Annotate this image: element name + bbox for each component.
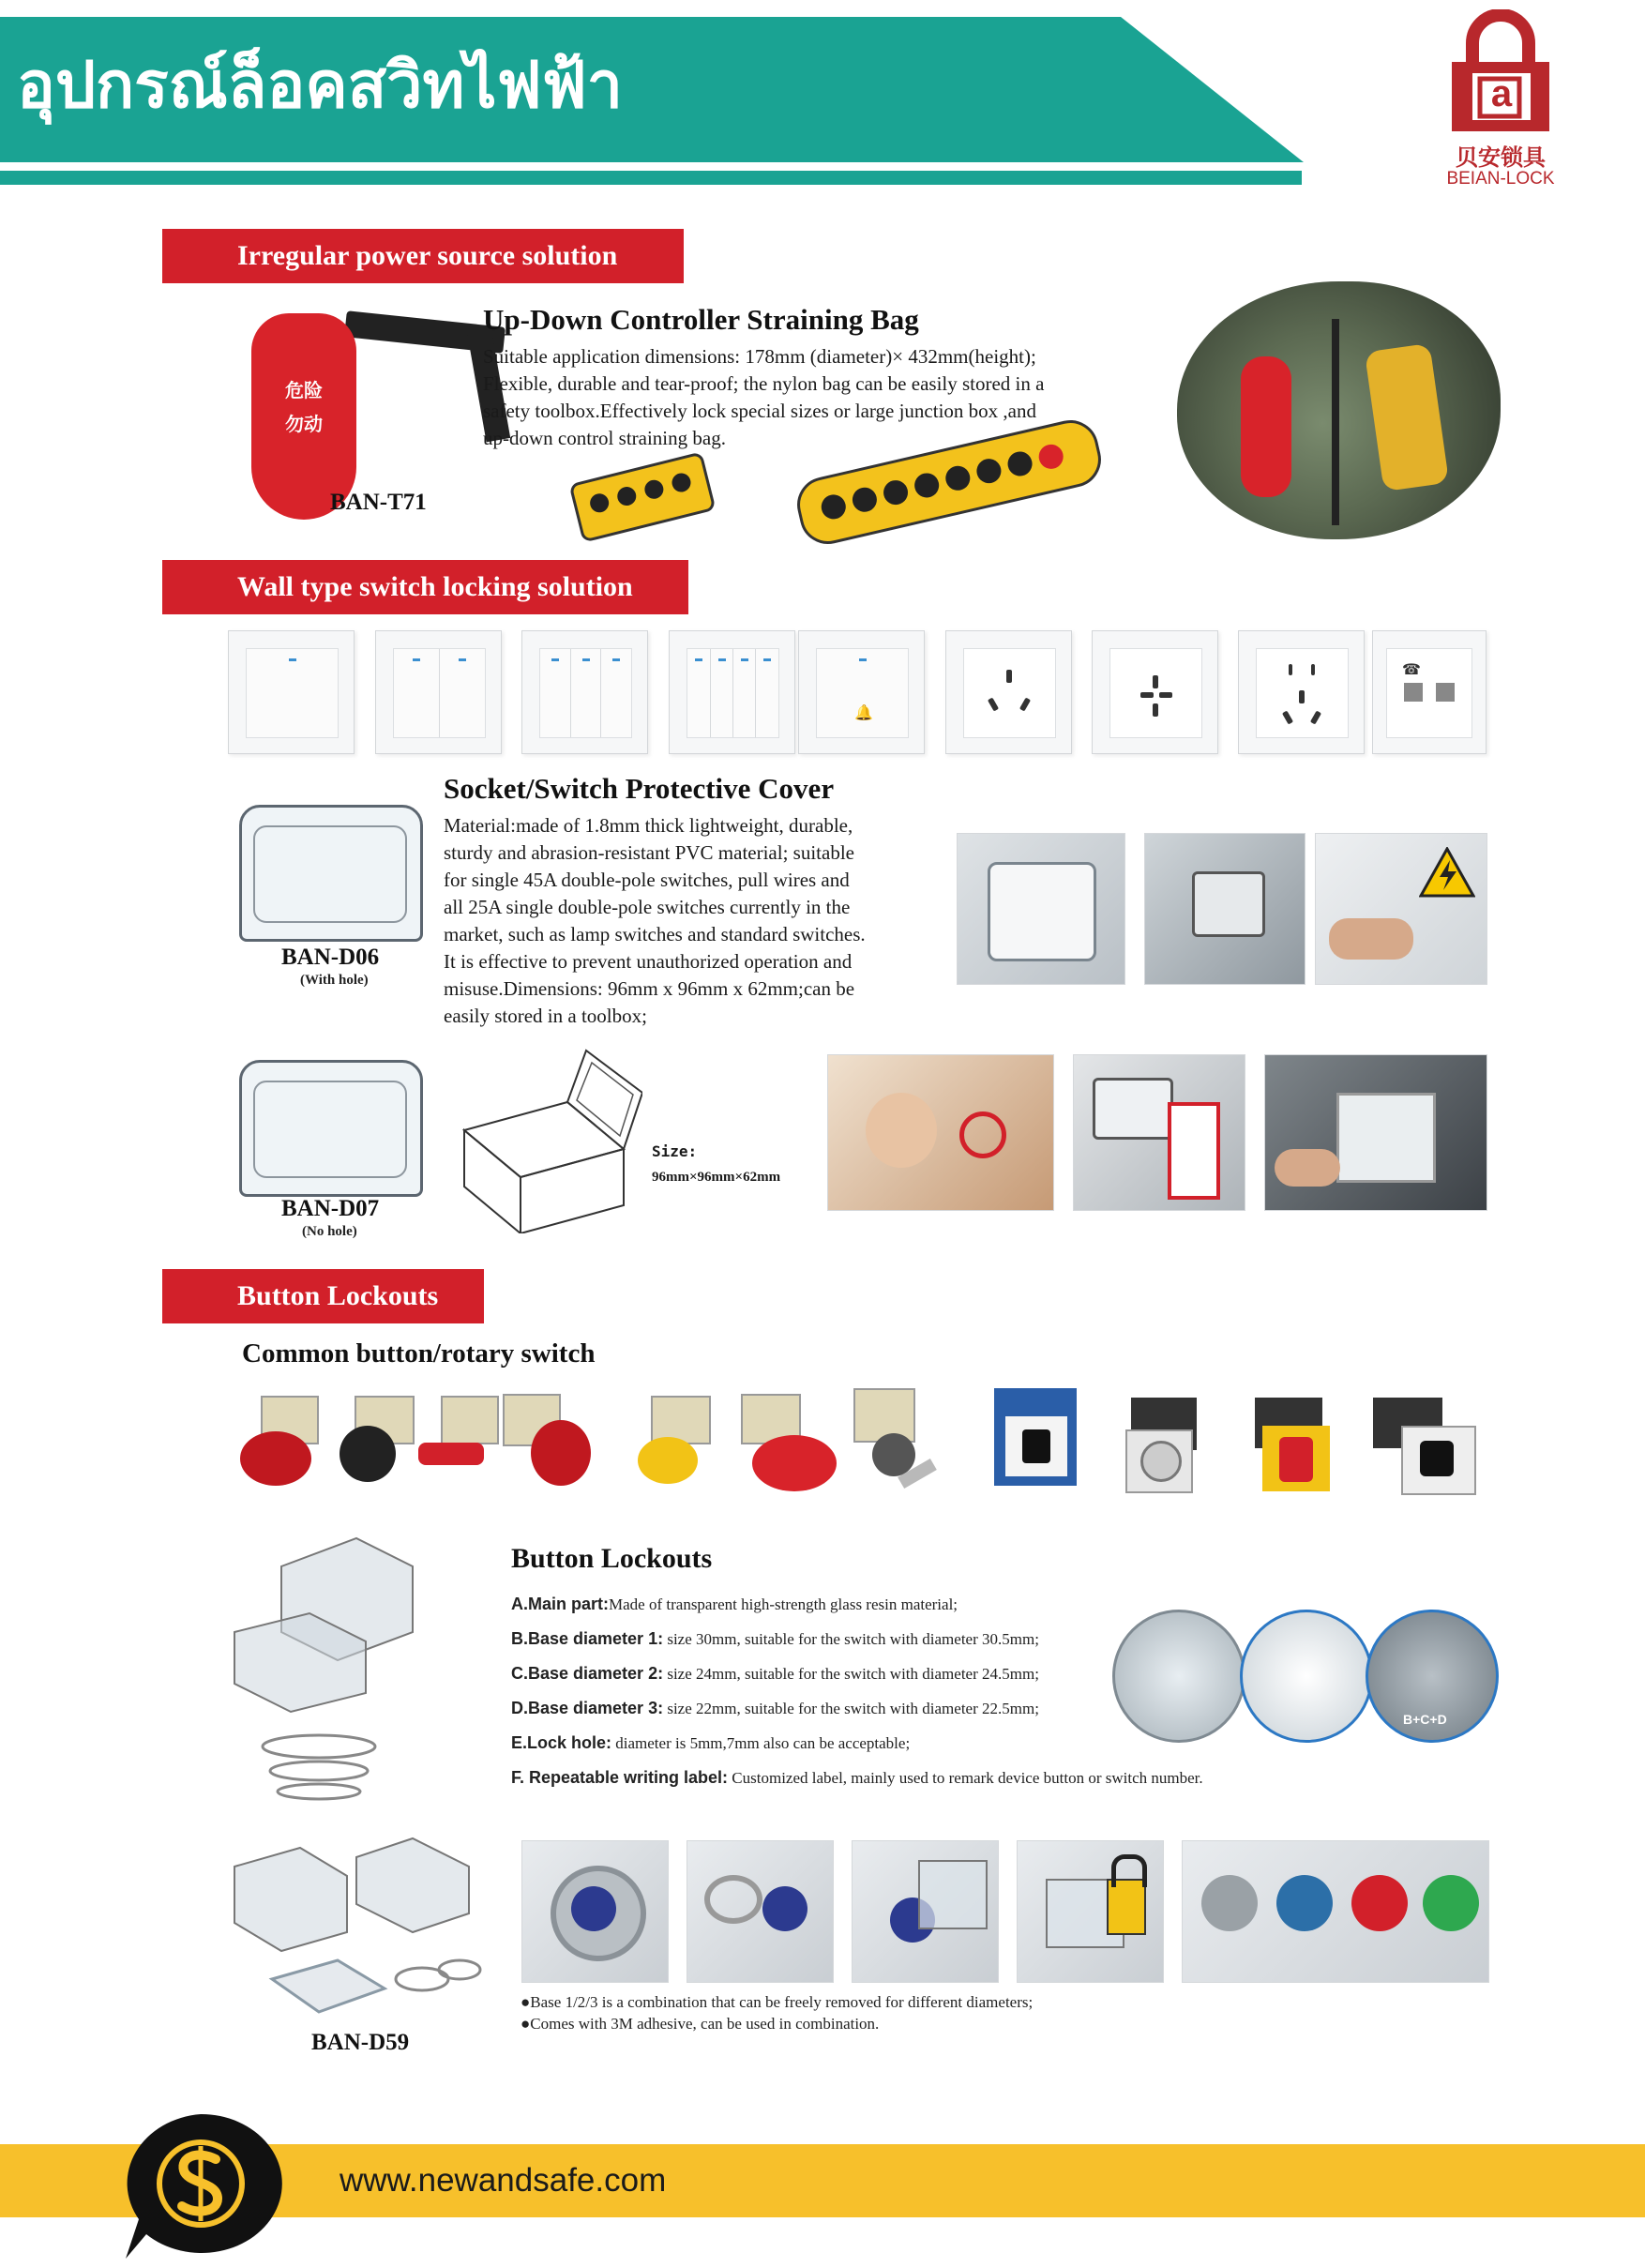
footer-url[interactable]: www.newandsafe.com — [340, 2162, 667, 2199]
note-base-combination: ●Base 1/2/3 is a combination that can be freely removed for different diameters; — [521, 1993, 1034, 2011]
material-closeup-circle — [1112, 1610, 1245, 1743]
section-banner-wall-switch: Wall type switch locking solution — [162, 560, 688, 614]
socket-cover-photo-1 — [957, 833, 1125, 985]
size-value: 96mm×96mm×62mm — [652, 1170, 781, 1185]
section-banner-button-lockouts: Button Lockouts — [162, 1269, 484, 1323]
wall-switch-3-gang — [521, 630, 648, 754]
mushroom-button-large-red — [732, 1388, 844, 1491]
model-ban-d07: BAN-D07 — [281, 1196, 380, 1221]
product-title-straining-bag: Up-Down Controller Straining Bag — [483, 303, 919, 336]
lockout-closeup-circle — [1240, 1610, 1373, 1743]
note-with-hole: (With hole) — [300, 973, 369, 988]
model-ban-d59: BAN-D59 — [311, 2030, 410, 2055]
telephone-icon: ☎ — [1402, 660, 1421, 678]
product-title-socket-cover: Socket/Switch Protective Cover — [444, 772, 835, 805]
socket-cover-photo-2 — [1144, 833, 1305, 985]
newandsafe-logo-icon — [111, 2109, 291, 2263]
bcd-label: B+C+D — [1403, 1712, 1447, 1727]
wall-doorbell-switch — [798, 630, 925, 754]
application-photo-4 — [1017, 1840, 1164, 1983]
note-no-hole: (No hole) — [302, 1224, 357, 1239]
bag-label-2: 勿动 — [285, 413, 323, 435]
page-title: อุปกรณ์ล็อคสวิทไฟฟ้า — [17, 49, 623, 123]
factory-photo — [1177, 281, 1501, 539]
key-switch — [844, 1388, 940, 1491]
rotary-switch-red-yellow — [1251, 1388, 1347, 1491]
controller-small-image — [568, 451, 716, 542]
cover-line-drawing — [445, 1046, 642, 1233]
application-photo-2 — [687, 1840, 834, 1983]
cover-hand-photo — [1264, 1054, 1487, 1211]
application-photo-3 — [852, 1840, 999, 1983]
ban-d59-product-image — [225, 1829, 488, 2026]
electric-warning-icon — [1419, 847, 1475, 898]
rotary-switch-black — [1369, 1388, 1480, 1491]
model-ban-t71: BAN-T71 — [330, 490, 427, 515]
button-lockout-exploded-diagram — [225, 1529, 469, 1801]
title-underline — [0, 171, 1302, 185]
rotary-switch-blue — [985, 1388, 1080, 1491]
controller-large-image — [792, 415, 1107, 550]
wall-switch-1-gang — [228, 630, 355, 754]
wall-switch-2-gang — [375, 630, 502, 754]
brand-logo — [1444, 9, 1557, 188]
selector-switch-red-lever — [413, 1388, 508, 1491]
brand-name-cn: 贝安锁具 — [1456, 144, 1546, 171]
child-safety-photo — [827, 1054, 1054, 1211]
wall-socket-universal — [1092, 630, 1218, 754]
bag-label-1: 危险 — [285, 379, 323, 401]
brand-name-en: BEIAN-LOCK — [1446, 169, 1555, 189]
rotary-switch-grey — [1122, 1388, 1217, 1491]
brand-mark: a — [1490, 73, 1513, 114]
model-ban-d06: BAN-D06 — [281, 945, 380, 970]
socket-cover-photo-3 — [1315, 833, 1487, 985]
wall-switch-4-gang — [669, 630, 795, 754]
header — [0, 0, 1645, 192]
section-banner-irregular-power: Irregular power source solution — [162, 229, 684, 283]
application-photo-1 — [521, 1840, 669, 1983]
emergency-stop-button — [233, 1388, 328, 1491]
wall-socket-5-pin — [1238, 630, 1365, 754]
subtitle-common-button: Common button/rotary switch — [242, 1338, 596, 1368]
lockout-tag-photo — [1073, 1054, 1245, 1211]
note-3m-adhesive: ●Comes with 3M adhesive, can be used in combination. — [521, 2015, 880, 2033]
product-title-button-lockouts: Button Lockouts — [511, 1543, 713, 1574]
wall-phone-network-socket — [1372, 630, 1487, 754]
bell-icon: 🔔 — [854, 703, 873, 721]
selector-switch-black — [330, 1388, 426, 1491]
size-label: Size: — [652, 1142, 698, 1160]
mushroom-button-red — [495, 1388, 591, 1491]
footer-logo — [111, 2109, 291, 2263]
push-button-yellow — [623, 1388, 718, 1491]
wall-socket-3-pin — [945, 630, 1072, 754]
application-photo-5 — [1182, 1840, 1489, 1983]
